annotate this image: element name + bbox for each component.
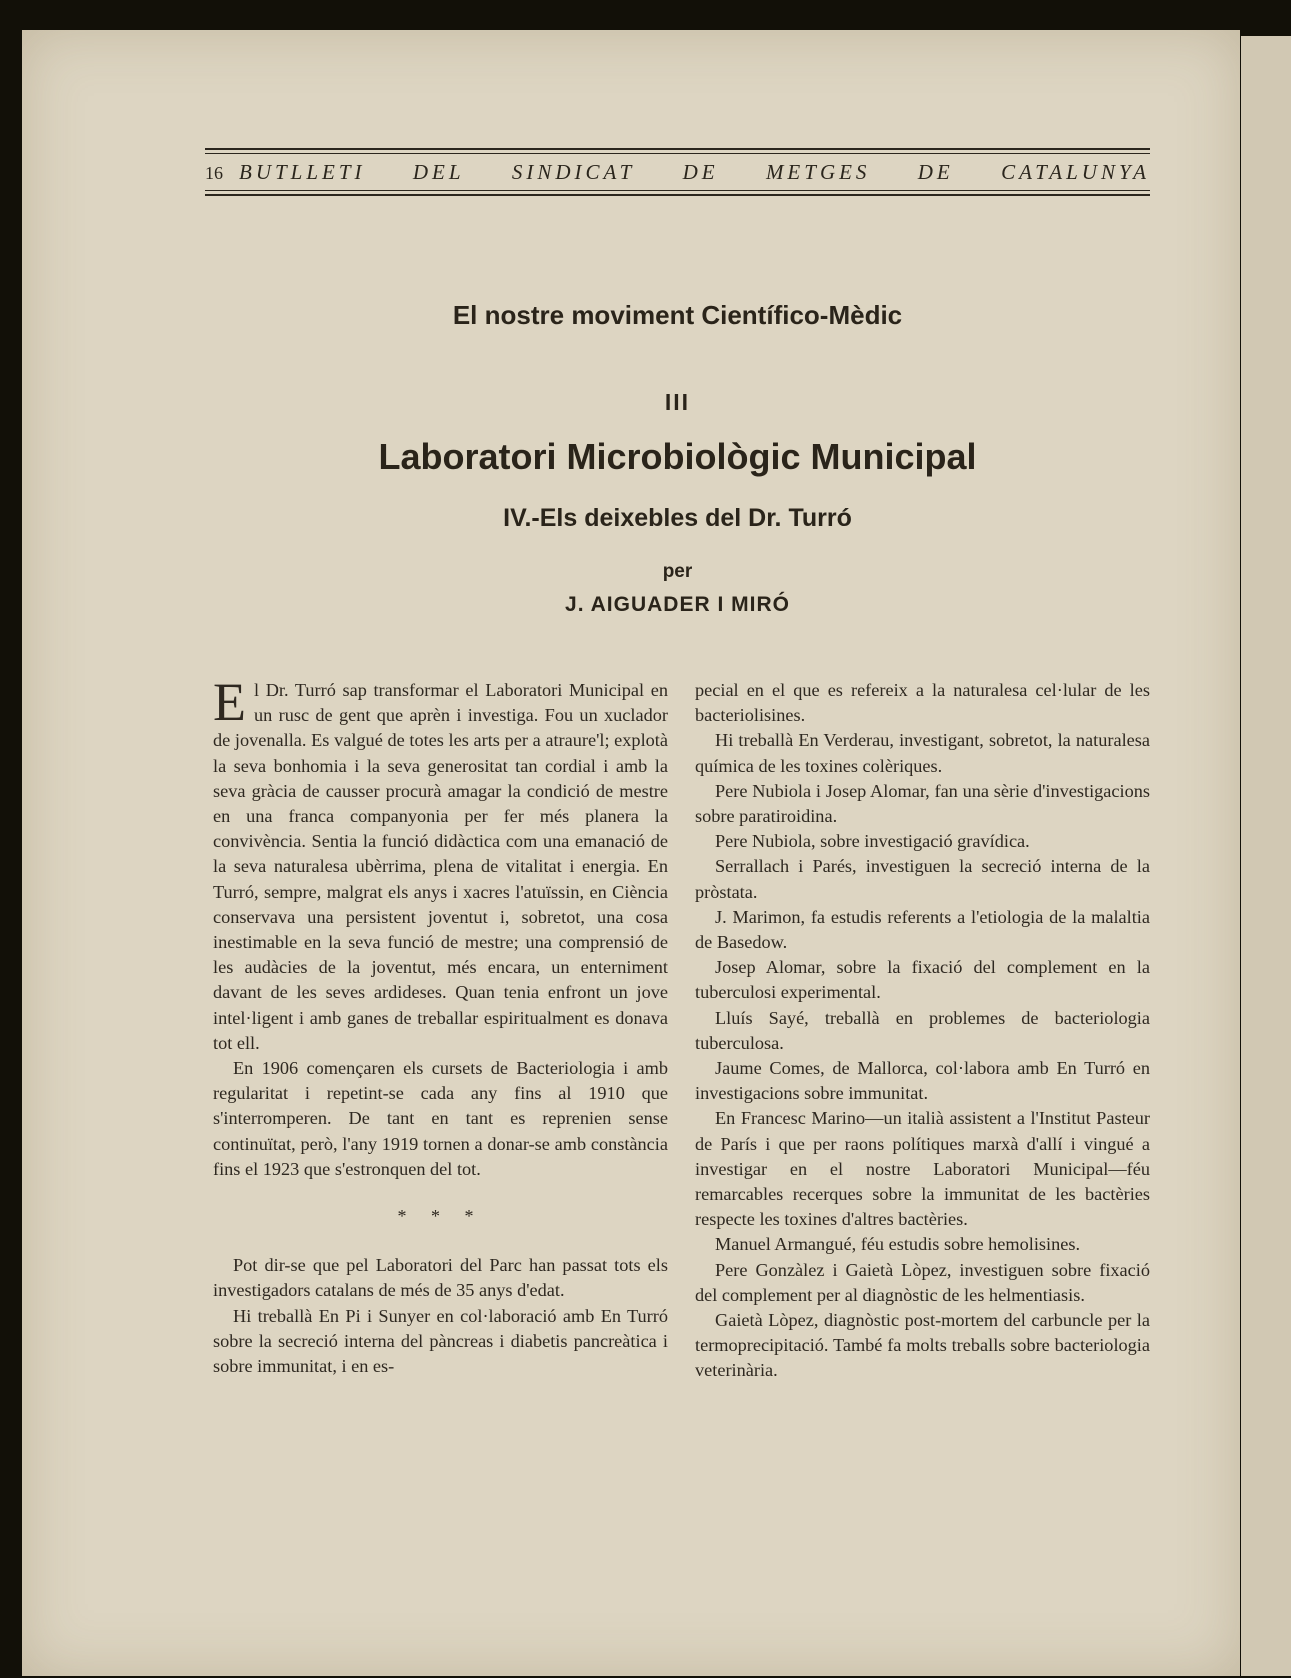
paragraph: Pot dir-se que pel Laboratori del Parc han passat tots els investigadors catalans de més de 35 anys d'edat. xyxy=(213,1255,668,1301)
running-header xyxy=(205,148,1150,196)
paragraph: Manuel Armangué, féu estudis sobre hemolisines. xyxy=(715,1234,1081,1255)
paragraph: Pere Nubiola, sobre investigació gravídica. xyxy=(715,831,1030,852)
left-column xyxy=(213,672,668,1379)
paragraph xyxy=(213,672,668,1056)
header-rule-bottom xyxy=(205,194,1150,196)
paragraph: Lluís Sayé, treballà en problemes de bacteriologia tuberculosa. xyxy=(695,1007,1150,1053)
paragraph: J. Marimon, fa estudis referents a l'etiologia de la malaltia de Basedow. xyxy=(695,906,1150,953)
article-subtitle: IV.-Els deixebles del Dr. Turró xyxy=(503,504,852,532)
running-title-word: BUTLLETI xyxy=(239,160,366,184)
paragraph: En 1906 començaren els cursets de Bacteriologia i amb regularitat i repetint-se cada any fins al 1910 que s'interromperen. De tant en tant es reprenien sense continuïtat, però, l'any 1919 tornen a donar-se amb constància fins el 1923 que s'estronquen del tot. xyxy=(213,1058,668,1179)
running-title-word: METGES xyxy=(765,160,871,184)
next-page-edge xyxy=(1241,36,1291,1676)
paragraph: En Francesc Marino—un italià assistent a l'Institut Pasteur de París i que per raons polítiques marxà d'allí i vingué a investigar en el nostre Laboratori Municipal—féu remarcables recerques sobre la immunitat de les bactèries respecte les toxines d'altres bactèries. xyxy=(695,1108,1150,1230)
byline-per: per xyxy=(662,561,693,582)
header-row xyxy=(205,154,1150,187)
running-title xyxy=(239,160,1150,185)
running-title-word: DE xyxy=(682,160,719,184)
running-title-word: DEL xyxy=(412,160,465,184)
paragraph: Gaietà Lòpez, diagnòstic post-mortem del carbuncle per la termoprecipitació. També fa molts treballs sobre bacteriologia veterinària. xyxy=(695,1310,1150,1381)
author-name: J. AIGUADER I MIRÓ xyxy=(565,593,790,616)
page-number: 16 xyxy=(205,163,223,183)
right-column xyxy=(695,678,1150,1384)
main-title: Laboratori Microbiològic Municipal xyxy=(378,436,977,477)
article-titles xyxy=(205,300,1150,617)
paragraph: Jaume Comes, de Mallorca, col·labora amb En Turró en investigacions sobre immunitat. xyxy=(695,1058,1150,1104)
running-title-word: CATALUNYA xyxy=(1001,160,1150,184)
running-title-word: SINDICAT xyxy=(511,160,636,184)
paragraph: Pere Nubiola i Josep Alomar, fan una sèrie d'investigacions sobre paratiroidina. xyxy=(695,780,1150,827)
header-rule-top xyxy=(205,148,1150,150)
paragraph: Pere Gonzàlez i Gaietà Lòpez, investiguen sobre fixació del complement per al diagnòstic de les helmentiasis. xyxy=(695,1259,1150,1305)
header-rule-bottom-thin xyxy=(205,190,1150,191)
paragraph: pecial en el que es refereix a la naturalesa cel·lular de les bacteriolisines. xyxy=(695,680,1150,726)
paragraph: Josep Alomar, sobre la fixació del complement en la tuberculosi experimental. xyxy=(695,957,1150,1003)
paragraph: Serrallach i Parés, investiguen la secreció interna de la pròstata. xyxy=(695,856,1150,902)
paragraph: Hi treballà En Verderau, investigant, sobretot, la naturalesa química de les toxines colèriques. xyxy=(695,730,1150,776)
section-title: El nostre moviment Científico-Mèdic xyxy=(452,300,903,330)
paragraph: Hi treballà En Pi i Sunyer en col·laboració amb En Turró sobre la secreció interna del pàncreas i diabetis pancreàtica i sobre immunitat, i en es- xyxy=(213,1305,668,1377)
section-separator: * * * xyxy=(397,1206,484,1227)
drop-cap: E xyxy=(213,672,246,732)
paragraph-text: l Dr. Turró sap transformar el Laboratori Municipal en un rusc de gent que aprèn i investiga. Fou un xuclador de jovenalla. Es valgué de totes les arts per a atraure'l; explotà la seva bonhomia i la seva generositat tan cordial i amb la seva gràcia de causser procurà amagar la condició de mestre en una franca companyonia per fer més planera la convivència. Sentia la funció didàctica com una emanació de la seva naturalesa ubèrrima, plena de vitalitat i energia. En Turró, sempre, malgrat els anys i xacres l'atuïssin, en Ciència conservava una persistent joventut i, sobretot, una cosa inestimable en la seva funció de mestre; una comprensió de les audàcies de la joventut, més encara, un enterniment davant de les seves ardideses. Quan tenia enfront un jove intel·ligent i amb ganes de treballar espiritualment es donava tot ell. xyxy=(213,680,668,1053)
part-number: III xyxy=(664,389,691,415)
running-title-word: DE xyxy=(917,160,954,184)
